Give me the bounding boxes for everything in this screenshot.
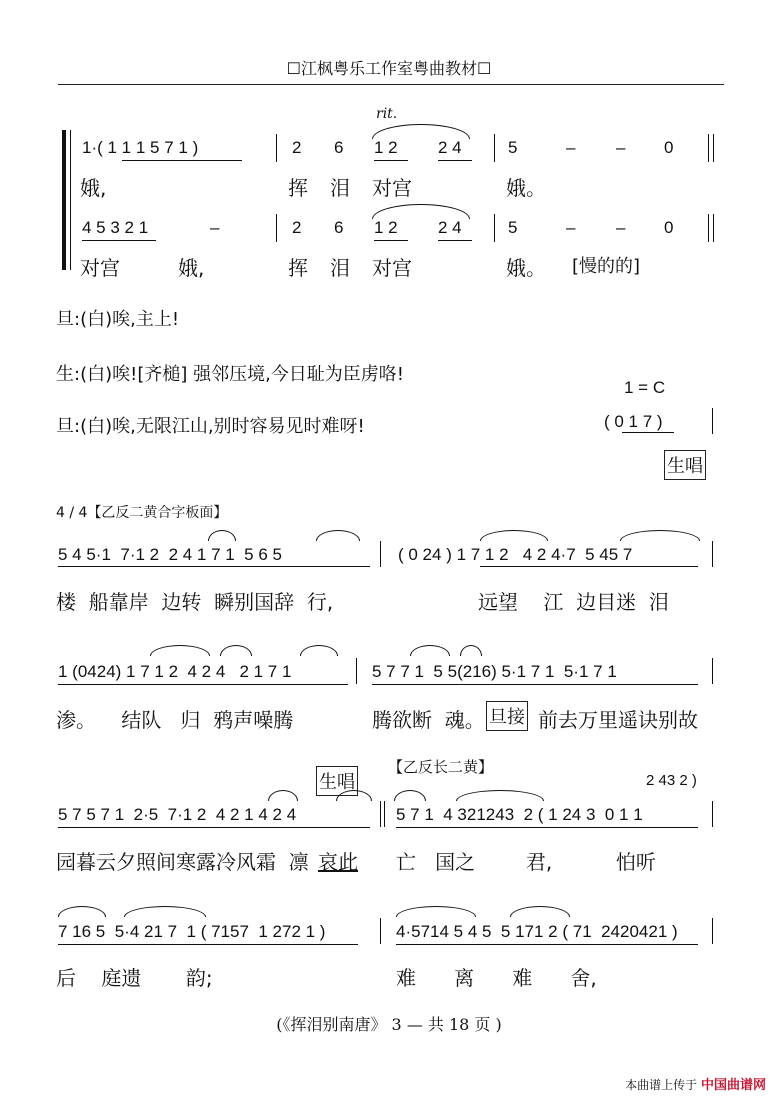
note: 2: [292, 138, 302, 157]
slur: [124, 906, 206, 917]
notes: ( 0 24 ) 1 7 1 2 4 2 4·7 5 45 7: [398, 545, 633, 564]
note: –: [566, 218, 576, 237]
slur: [372, 204, 470, 219]
underline: [122, 160, 242, 161]
slur: [510, 906, 570, 917]
barline: [494, 134, 495, 162]
notes: 1 (0424) 1 7 1 2 4 2 4 2 1 7 1: [58, 662, 292, 681]
note: 6: [334, 138, 344, 157]
header-rule: [58, 84, 724, 85]
slur: [410, 645, 450, 656]
underline: [58, 827, 370, 828]
page-footer: (《挥泪别南唐》 3 — 共 18 页 ): [276, 1015, 502, 1034]
underline: [396, 827, 698, 828]
notes: 5 4 5·1 7·1 2 2 4 1 7 1 5 6 5: [58, 545, 282, 564]
lyric-line: 后 庭遗 韵;: [56, 966, 213, 990]
dialogue-line: 生:(白)唉![齐槌] 强邻压境,今日耻为臣虏咯!: [56, 364, 405, 385]
intro-notes: ( 0 1 7 ): [604, 412, 663, 431]
measure: 1·( 1 1 1 5 7 1 ): [82, 138, 199, 157]
slur: [372, 124, 470, 139]
slur: [336, 790, 372, 801]
underline: [438, 240, 472, 241]
lyric: 泪: [330, 256, 350, 280]
system-bracket-thin: [70, 130, 71, 270]
lyric-line: 楼 船靠岸 边转 瞬别国辞 行,: [56, 590, 334, 614]
site-watermark: [625, 1074, 766, 1093]
slur: [460, 645, 482, 656]
barline: [712, 408, 713, 434]
underline: [58, 944, 358, 945]
note: –: [616, 218, 626, 237]
singer-tag: 生唱: [664, 450, 706, 480]
barline: [712, 541, 713, 567]
lyric-line: 腾欲断 魂。: [372, 708, 485, 732]
lyric-line: 亡 国之 君, 怕听: [396, 850, 656, 874]
notes: 5 7 5 7 1 2·5 7·1 2 4 2 1 4 2 4: [58, 805, 297, 824]
underline: [58, 684, 348, 685]
note: 2 4: [438, 218, 462, 237]
slur: [268, 790, 298, 801]
underline: [374, 160, 408, 161]
slur: [58, 906, 106, 917]
underline: [396, 944, 698, 945]
slur: [480, 530, 548, 541]
section-heading: 【乙反长二黄】: [388, 758, 494, 776]
barline: [494, 214, 495, 242]
barline: [712, 801, 713, 827]
notes: 4·5714 5 4 5 5 171 2 ( 71 2420421 ): [396, 922, 678, 941]
notes: 5 7 1 4 321243 2 ( 1 24 3 0 1 1: [396, 805, 643, 824]
slur: [456, 790, 544, 801]
double-barline: [708, 214, 709, 242]
lyric: 泪: [330, 176, 350, 200]
system-bracket: [62, 130, 66, 270]
note: –: [210, 218, 220, 237]
barline: [356, 658, 357, 684]
watermark-prefix: 本曲谱上传于: [625, 1078, 698, 1092]
barline: [712, 658, 713, 684]
slur: [208, 530, 236, 541]
slur: [394, 790, 426, 801]
barline: [380, 918, 381, 944]
lyric-line: 难 离 难 舍,: [396, 966, 597, 990]
note: 0: [664, 138, 674, 157]
lyric: 对宫: [80, 256, 120, 280]
double-barline: [713, 214, 714, 242]
barline: [712, 918, 713, 944]
notes: 7 16 5 5·4 21 7 1 ( 7157 1 272 1 ): [58, 922, 326, 941]
slur: [396, 906, 476, 917]
section-heading: 4 / 4【乙反二黄合字板面】: [56, 505, 228, 521]
performance-note: [慢的的]: [572, 256, 641, 277]
note: 2 4: [438, 138, 462, 157]
lyric: 娥。: [506, 256, 546, 280]
watermark-logo: 中国曲谱网: [700, 1078, 766, 1093]
underline: [622, 432, 674, 433]
double-barline: [713, 134, 714, 162]
barline: [380, 541, 381, 567]
lyric-line: 园暮云夕照间寒露冷风霜 凛: [56, 850, 309, 874]
lyric-underlined: 哀此: [318, 850, 358, 874]
slur: [300, 645, 338, 656]
slur: [316, 530, 360, 541]
double-barline: [708, 134, 709, 162]
underline: [82, 240, 156, 241]
note: 1 2: [374, 138, 398, 157]
lyric: 对宫: [372, 176, 412, 200]
lyric-line: 渗。 结队 归 鸦声噪腾: [56, 708, 294, 732]
rit-marking: rit.: [376, 106, 398, 122]
note: 1 2: [374, 218, 398, 237]
lyric: 娥。: [506, 176, 546, 200]
notes: 2 43 2 ): [646, 772, 697, 789]
double-barline: [384, 801, 385, 827]
note: 5: [508, 138, 518, 157]
underline: [372, 684, 698, 685]
underline: [374, 240, 408, 241]
slur: [220, 645, 252, 656]
singer-tag: 旦接: [486, 701, 528, 731]
lyric: 对宫: [372, 256, 412, 280]
underline: [480, 566, 698, 567]
barline: [276, 214, 277, 242]
underline: [438, 160, 472, 161]
lyric-line: 前去万里遥诀别故: [538, 708, 698, 732]
barline: [276, 134, 277, 162]
notes: 5 7 7 1 5 5(216) 5·1 7 1 5·1 7 1: [372, 662, 617, 681]
lyric: 娥,: [178, 256, 205, 280]
double-barline: [380, 801, 381, 827]
note: 6: [334, 218, 344, 237]
lyric: 挥: [288, 176, 308, 200]
note: –: [616, 138, 626, 157]
lyric-line: 远望 江 边目迷 泪: [478, 590, 669, 614]
note: 0: [664, 218, 674, 237]
dialogue-line: 旦:(白)唉,无限江山,别时容易见时难呀!: [56, 416, 365, 437]
key-signature: 1 = C: [624, 378, 666, 397]
lyric: 挥: [288, 256, 308, 280]
singer-tag: 生唱: [316, 766, 358, 796]
underline: [58, 566, 370, 567]
note: 2: [292, 218, 302, 237]
slur: [150, 645, 210, 656]
slur: [620, 530, 700, 541]
note: –: [566, 138, 576, 157]
dialogue-line: 旦:(白)唉,主上!: [56, 309, 180, 330]
measure: 4 5 3 2 1: [82, 218, 149, 237]
page-header: ☐江枫粤乐工作室粤曲教材☐: [286, 59, 492, 78]
lyric: 娥,: [80, 176, 107, 200]
note: 5: [508, 218, 518, 237]
